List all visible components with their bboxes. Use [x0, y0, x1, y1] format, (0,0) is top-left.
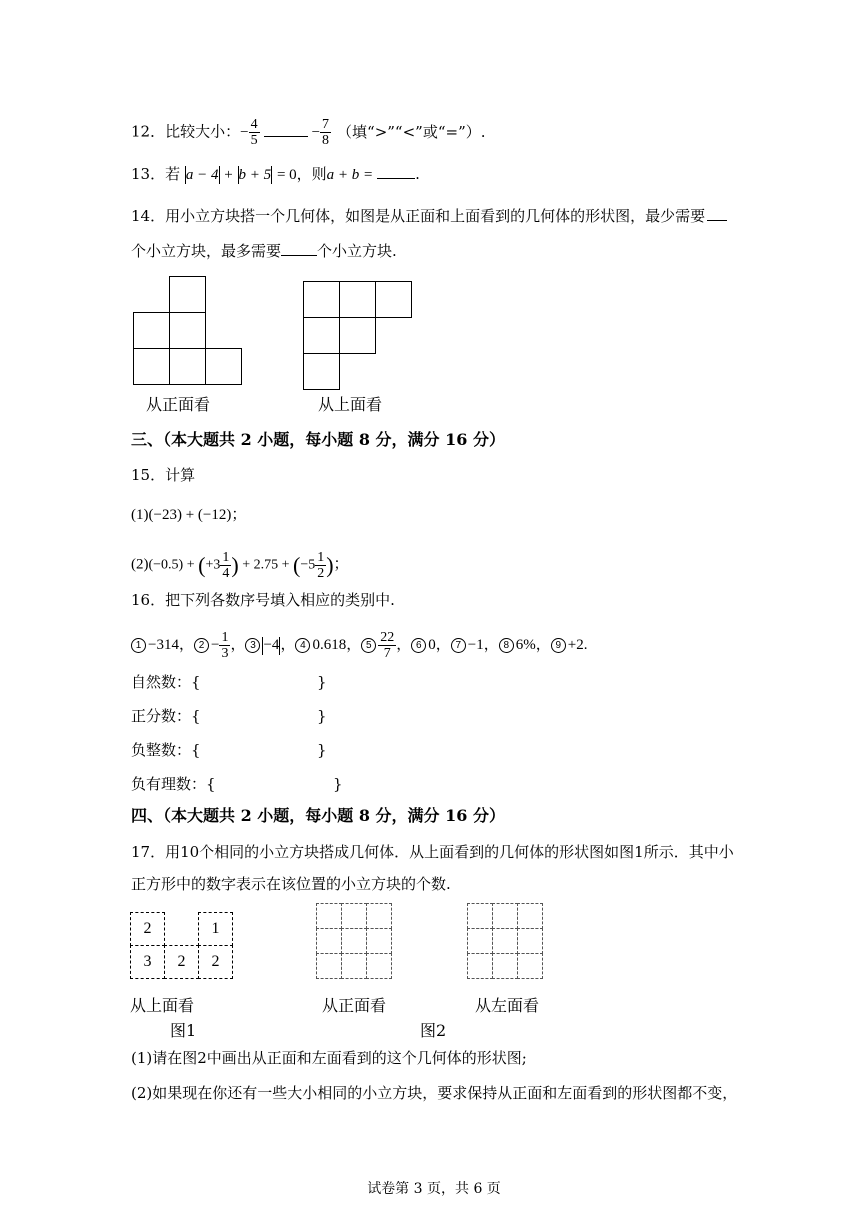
section-3-heading: 三、（本大题共 2 小题，每小题 8 分，满分 16 分）	[131, 430, 505, 449]
number-value: −	[210, 636, 220, 653]
question-13	[131, 164, 420, 185]
separator: ，	[178, 636, 194, 653]
front-cell	[169, 312, 206, 349]
grid-cell: 2	[198, 945, 233, 979]
front-cell	[169, 348, 206, 385]
drawing-grid-cell[interactable]	[492, 928, 518, 954]
number-value: 6%	[515, 636, 536, 653]
grid-cell: 3	[130, 945, 165, 979]
front-cell	[133, 312, 170, 349]
q15-p2-b-frac	[220, 550, 231, 581]
q13-expr-b: b + 5	[238, 167, 272, 183]
q14-line2b: 个小立方块.	[317, 242, 397, 260]
drawing-grid-cell[interactable]	[492, 953, 518, 979]
question-15-part1	[131, 505, 246, 525]
separator: ，	[483, 636, 499, 653]
drawing-grid-cell[interactable]	[341, 928, 367, 954]
category-negative-integer-close: }	[317, 741, 327, 759]
section-4-heading: 四、（本大题共 2 小题，每小题 8 分，满分 16 分）	[131, 806, 505, 825]
paren-open: (	[292, 552, 301, 578]
question-12	[131, 117, 486, 148]
number-item	[245, 637, 295, 653]
grid-cell: 2	[130, 912, 165, 946]
drawing-grid-cell[interactable]	[316, 903, 342, 929]
category-negative-rational-label: 负有理数：{	[131, 775, 216, 793]
q13-prefix: 13．若	[131, 165, 181, 183]
category-negative-integer-label: 负整数：{	[131, 741, 201, 759]
separator: ，	[280, 636, 296, 653]
q15-p2-d-int: −5	[300, 557, 316, 573]
q17-caption-top: 从上面看	[130, 996, 195, 1015]
circled-index: 9	[551, 638, 566, 653]
q13-sum: a + b =	[326, 167, 374, 183]
top-cell	[339, 317, 376, 354]
q12-sign-b: −	[311, 124, 321, 141]
circled-index: 3	[245, 638, 260, 653]
number-fraction	[378, 630, 396, 661]
number-value: −314	[148, 636, 179, 653]
q12-b-denominator: 8	[322, 133, 330, 148]
question-15-part2	[131, 550, 349, 581]
question-17-line2: 正方形中的数字表示在该位置的小立方块的个数.	[131, 875, 451, 893]
abs-bar-right-2	[271, 166, 272, 184]
q12-a-numerator: 4	[250, 117, 258, 132]
drawing-grid-cell[interactable]	[467, 903, 493, 929]
number-value: 0.618	[312, 636, 347, 653]
number-item	[551, 637, 588, 653]
q15-p2-d-frac	[315, 550, 326, 581]
top-cell	[303, 317, 340, 354]
number-value: 0	[428, 636, 436, 653]
q17-caption-left: 从左面看	[475, 996, 540, 1015]
abs-bar-right	[219, 166, 220, 184]
fraction-denominator: 3	[221, 646, 229, 661]
q14-line2a: 个小立方块，最多需要	[131, 242, 282, 260]
fraction-denominator: 7	[383, 646, 391, 661]
q17-caption-front: 从正面看	[322, 996, 387, 1015]
q12-prefix: 12．比较大小：	[131, 122, 241, 141]
q12-b-numerator: 7	[322, 117, 330, 132]
number-value: +2	[567, 636, 584, 653]
q15-p1-expr: (−23) + (−12)	[148, 507, 232, 523]
paren-open: (	[198, 552, 206, 578]
q15-p2-end: ；	[333, 556, 349, 573]
q15-p2-d-den: 2	[317, 566, 325, 581]
category-positive-fraction-close: }	[317, 707, 327, 725]
question-17-part1: (1)请在图2中画出从正面和左面看到的这个几何体的形状图;	[131, 1049, 527, 1067]
drawing-grid-cell[interactable]	[366, 928, 392, 954]
front-cell	[205, 348, 242, 385]
category-natural-close: }	[317, 673, 327, 691]
separator: ，	[396, 636, 412, 653]
circled-index: 4	[295, 638, 310, 653]
q15-p1-end: ；	[231, 507, 247, 523]
top-cell	[303, 281, 340, 318]
grid-cell: 2	[164, 945, 199, 979]
q13-plus: +	[224, 167, 233, 183]
page-footer: 试卷第 3 页，共 6 页	[367, 1181, 501, 1197]
question-14-line1	[131, 206, 727, 226]
q13-suffix: .	[415, 165, 420, 183]
drawing-grid-cell[interactable]	[467, 928, 493, 954]
separator: ，	[435, 636, 451, 653]
question-17-line1: 17．用10个相同的小立方块搭成几何体．从上面看到的几何体的形状图如图1所示．其中小	[131, 843, 734, 861]
category-natural	[131, 672, 327, 692]
question-17-part2: (2)如果现在你还有一些大小相同的小立方块，要求保持从正面和左面看到的形状图都不变，	[131, 1084, 738, 1102]
number-item	[295, 637, 361, 653]
circled-index: 6	[411, 638, 426, 653]
front-cell	[133, 348, 170, 385]
drawing-grid-cell[interactable]	[316, 928, 342, 954]
q12-answer-blank[interactable]	[264, 136, 308, 137]
separator: ，	[230, 636, 246, 653]
number-item	[361, 630, 412, 661]
category-positive-fraction-label: 正分数：{	[131, 707, 201, 725]
separator: ，	[346, 636, 362, 653]
q15-p2-b-den: 4	[222, 566, 230, 581]
fraction-numerator: 22	[380, 630, 395, 645]
circled-index: 8	[499, 638, 514, 653]
q15-p2-b-num: 1	[222, 550, 230, 565]
question-15-title: 15．计算	[131, 466, 196, 484]
separator: .	[583, 636, 588, 653]
question-16-items	[131, 630, 587, 661]
drawing-grid-cell[interactable]	[341, 903, 367, 929]
separator: ，	[535, 636, 551, 653]
q15-p2-a: (−0.5) +	[148, 557, 195, 573]
q13-eq0: = 0	[276, 167, 297, 183]
q14-line1-text: 14．用小立方块搭一个几何体，如图是从正面和上面看到的几何体的形状图，最少需要	[131, 207, 706, 225]
drawing-grid-cell[interactable]	[366, 953, 392, 979]
paren-close: )	[326, 552, 334, 578]
q14-min-blank[interactable]	[707, 220, 727, 221]
circled-index: 7	[451, 638, 466, 653]
number-item	[499, 637, 551, 653]
q15-p1-label: (1)	[131, 507, 149, 523]
number-item	[411, 637, 451, 653]
drawing-grid-cell[interactable]	[316, 953, 342, 979]
q12-fraction-b	[320, 117, 331, 148]
front-cell	[169, 276, 206, 313]
q15-p2-label: (2)	[131, 556, 149, 573]
category-negative-rational	[131, 774, 343, 794]
q15-p2-d-num: 1	[317, 550, 325, 565]
number-value: −4	[263, 636, 280, 653]
number-value: −1	[467, 636, 484, 653]
top-cell	[303, 353, 340, 390]
q13-middle: ，则	[296, 165, 327, 183]
paren-close: )	[231, 552, 239, 578]
q14-max-blank[interactable]	[281, 255, 317, 256]
category-negative-rational-close: }	[333, 775, 343, 793]
q12-sign-a: −	[240, 124, 249, 141]
number-item	[194, 630, 246, 661]
circled-index: 5	[361, 638, 376, 653]
drawing-grid-cell[interactable]	[517, 953, 543, 979]
number-item	[131, 637, 194, 653]
category-natural-label: 自然数：{	[131, 673, 201, 691]
q17-fig2-label: 图2	[420, 1021, 447, 1040]
drawing-grid-cell[interactable]	[517, 928, 543, 954]
drawing-grid-cell[interactable]	[517, 903, 543, 929]
drawing-grid-cell[interactable]	[492, 903, 518, 929]
q13-answer-blank[interactable]	[377, 178, 415, 179]
top-cell	[375, 281, 412, 318]
fraction-numerator: 1	[221, 630, 229, 645]
grid-cell: 1	[198, 912, 233, 946]
category-positive-fraction	[131, 706, 327, 726]
drawing-grid-cell[interactable]	[366, 903, 392, 929]
drawing-grid-cell[interactable]	[467, 953, 493, 979]
q14-caption-top: 从上面看	[318, 395, 383, 414]
q12-a-denominator: 5	[250, 133, 258, 148]
q14-caption-front: 从正面看	[146, 395, 211, 414]
number-item	[451, 637, 499, 653]
drawing-grid-cell[interactable]	[341, 953, 367, 979]
q13-expr-a: a − 4	[185, 167, 219, 183]
q12-fraction-a	[249, 117, 260, 148]
question-14-line2	[131, 241, 397, 261]
circled-index: 1	[131, 638, 146, 653]
category-negative-integer	[131, 740, 327, 760]
circled-index: 2	[194, 638, 209, 653]
q12-suffix: （填“>”“<”或“=”）.	[337, 122, 486, 141]
q17-fig1-label: 图1	[170, 1021, 197, 1040]
q15-p2-b-int: +3	[205, 557, 221, 573]
question-16-title: 16．把下列各数序号填入相应的类别中.	[131, 591, 395, 609]
q15-p2-c: + 2.75 +	[242, 557, 290, 573]
top-cell	[339, 281, 376, 318]
number-fraction	[219, 630, 230, 661]
